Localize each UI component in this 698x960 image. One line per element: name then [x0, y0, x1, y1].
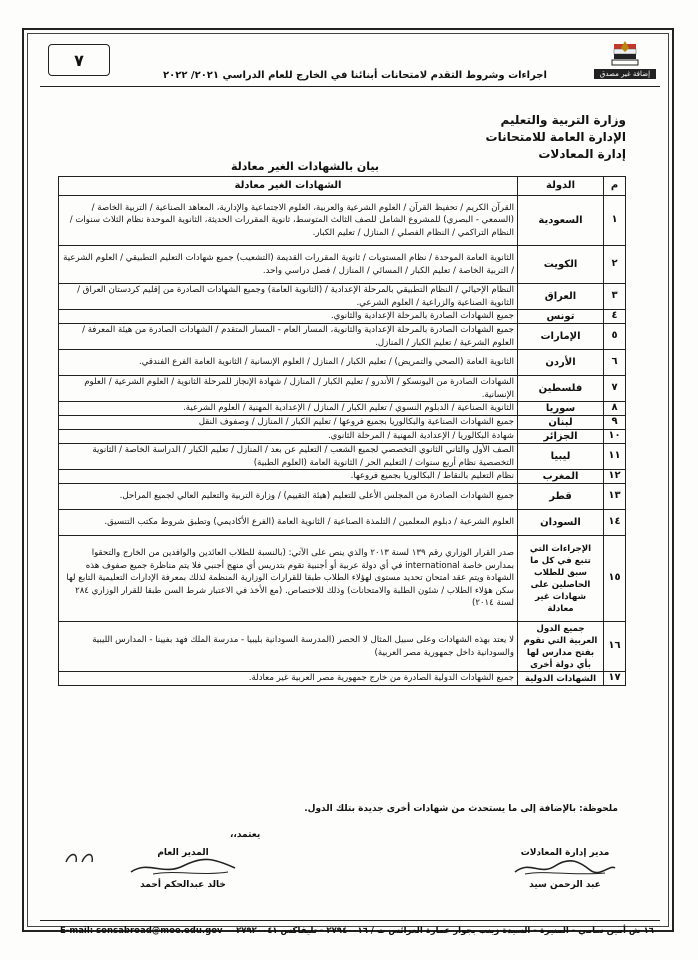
table-row [59, 246, 626, 284]
table-row [59, 672, 626, 686]
row-country: فلسطين [518, 376, 604, 402]
ministry-logo [594, 38, 656, 82]
header-certs: الشهادات الغير معادلة [59, 177, 518, 196]
table-row [59, 196, 626, 246]
signature-block-right [500, 848, 630, 890]
row-number: ١٧ [604, 672, 626, 686]
row-number: ١٤ [604, 510, 626, 536]
row-number: ١٦ [604, 622, 626, 672]
table-row [59, 350, 626, 376]
row-certificates: جميع الشهادات الصادرة من المجلس الأعلى للتعليم (هيئة التقييم) / وزارة التربية والتعليم العالي لجميع المراحل. [59, 484, 518, 510]
row-number: ٤ [604, 310, 626, 324]
table-row [59, 444, 626, 470]
row-country: الكويت [518, 246, 604, 284]
row-certificates: نظام التعليم بالنقاط / البكالوريا بجميع فروعها. [59, 470, 518, 484]
approval-label: يعتمد،، [230, 830, 261, 840]
row-certificates: جميع الشهادات الصادرة بالمرحلة الإعدادية والثانوي. [59, 310, 518, 324]
row-certificates: جميع الشهادات الدولية الصادرة من خارج جمهورية مصر العربية غير معادلة. [59, 672, 518, 686]
table-row [59, 470, 626, 484]
row-country: قطر [518, 484, 604, 510]
row-number: ١ [604, 196, 626, 246]
signatory-name: خالد عبدالحكم أحمد [140, 880, 226, 890]
header-num: م [604, 177, 626, 196]
certificates-table [58, 176, 626, 686]
row-country: المغرب [518, 470, 604, 484]
row-country: لبنان [518, 416, 604, 430]
row-number: ١٣ [604, 484, 626, 510]
row-certificates: النظام الإحيائي / النظام التطبيقي بالمرحلة الإعدادية / (الثانوية العامة) وجميع الشهادات الصادرة من إقليم كردستان العراق / الثانوية الصناعية والزراعية / العلوم الشرعي. [59, 284, 518, 310]
document-header-title: اجراءات وشروط التقدم لامتحانات أبنائنا في الخارج للعام الدراسي ٢٠٢١/ ٢٠٢٢ [163, 70, 547, 81]
logo-caption: إضافة غير مصدق [594, 69, 656, 79]
row-country: الإمارات [518, 324, 604, 350]
signatory-title: المدير العام [157, 848, 209, 858]
directorate-name: الإدارة العامة للامتحانات [485, 130, 626, 144]
table-row [59, 536, 626, 622]
row-certificates: القرآن الكريم / تحفيظ القرآن / العلوم الشرعية والعربية، العلوم الاجتماعية والإدارية، المعاهد الصناعية / التربية الخاصة / (السمعي - البصري) للمشروع الشامل للصف الثالث المتوسط، ثانوية المقررات الحديثة، الثانوية الموحدة نظام الثلاث سنوات / النظام التراكمي / النظام الفصلي / المنازل / تعليم الكبار. [59, 196, 518, 246]
footnote: ملحوظة: بالإضافة إلى ما يستحدث من شهادات أخرى جديدة بتلك الدول. [304, 804, 618, 814]
ministry-block [486, 112, 626, 163]
table-row [59, 284, 626, 310]
row-certificates: صدر القرار الوزاري رقم ١٣٩ لسنة ٢٠١٣ والذي ينص على الآتي: (بالنسبة للطلاب العائدين والوافدين من الخارج والتحقوا بمدارس خاصة international في أي دولة عربية أو أجنبية تقوم بتدريس أي منهج أجنبي فلا يتم مناظرة جميع صفوف هذه الشهادة ويتم عقد امتحان تحديد مستوى لهؤلاء الطلاب طبقا للقرارات الوزارية المنظمة لذلك بمعرفة الإدارات التعليمية التابع لها سكن هؤلاء الطلاب / شئون الطلبة والامتحانات) وذلك للاختصاص. (مع الأخذ في الاعتبار شرط السن طبقا للقرار الوزاري ٢٨٤ لسنة ٢٠١٤) [59, 536, 518, 622]
row-certificates: الصف الأول والثاني الثانوي التخصصي لجميع الشعب / التعليم عن بعد / المنازل / تعليم الكبار / الدراسة الخاصة / الثانوية التخصصية نظام أربع سنوات / التعليم الحر / الثانوية العامة (العلوم الطبية) [59, 444, 518, 470]
row-number: ٢ [604, 246, 626, 284]
footer-email: E-mail: sonsabroad@moe.edu.gov [60, 926, 223, 936]
signature-block-left [118, 848, 248, 890]
header-country: الدولة [518, 177, 604, 196]
signatory-title: مدير إدارة المعادلات [520, 848, 610, 858]
row-certificates: الثانوية العامة الموحدة / نظام المستويات / ثانوية المقررات القديمة (التشعيب) جميع شهادات التعليم التطبيقي / العلوم الشرعية / التربية الخاصة / تعليم الكبار / المسائي / المنازل / فصل دراسي واحد. [59, 246, 518, 284]
table-row [59, 430, 626, 444]
row-number: ٦ [604, 350, 626, 376]
row-certificates: شهادة البكالوريا / الإعدادية المهنية / المرحلة الثانوي. [59, 430, 518, 444]
row-number: ١١ [604, 444, 626, 470]
row-country: سوريا [518, 402, 604, 416]
row-country: الشهادات الدولية [518, 672, 604, 686]
row-number: ٥ [604, 324, 626, 350]
table-row [59, 622, 626, 672]
header-divider [40, 86, 660, 87]
row-number: ١٠ [604, 430, 626, 444]
handwritten-signature-icon [123, 856, 243, 878]
eagle-emblem-icon [607, 38, 643, 68]
row-country: جميع الدول العربية التي تقوم بفتح مدارس لها بأي دولة أخرى [518, 622, 604, 672]
row-number: ٩ [604, 416, 626, 430]
table-header-row [59, 177, 626, 196]
handwritten-signature-icon [510, 858, 620, 878]
department-name: إدارة المعادلات [538, 147, 626, 161]
table-row [59, 402, 626, 416]
row-certificates: العلوم الشرعية / دبلوم المعلمين / التلمذة الصناعية / الثانوية العامة (الفرع الأكاديمي) وتطبق شروط مكتب التنسيق. [59, 510, 518, 536]
row-certificates: جميع الشهادات الصناعية والبكالوريا بجميع فروعها / تعليم الكبار / المنازل / وصفوف النقل [59, 416, 518, 430]
row-certificates: الثانوية العامة (الصحي والتمريض) / تعليم الكبار / المنازل / العلوم الإنسانية / الثانوية العامة الفرع الفندقي. [59, 350, 518, 376]
table-row [59, 510, 626, 536]
footer-divider [40, 920, 660, 921]
page-number: ٧ [48, 44, 110, 76]
row-number: ٧ [604, 376, 626, 402]
table-row [59, 376, 626, 402]
table-title: بيان بالشهادات الغير معادلة [230, 160, 380, 173]
row-number: ٣ [604, 284, 626, 310]
row-country: ليبيا [518, 444, 604, 470]
footer-address: ١٦ ش أمين سامي - المنيرة - السيدة زينب بجوار عمارة العرائس ت / ٢٧٩٤٠٠١٦ - تليفاكس ٢٧٩٢٠٠٤١ [236, 926, 654, 936]
row-country: العراق [518, 284, 604, 310]
row-country: السودان [518, 510, 604, 536]
table-row [59, 484, 626, 510]
row-number: ١٥ [604, 536, 626, 622]
row-certificates: الثانوية الصناعية / الدبلوم النسوي / تعليم الكبار / المنازل / الإعدادية المهنية / العلوم الشرعية. [59, 402, 518, 416]
table-row [59, 310, 626, 324]
initials-mark-icon [62, 850, 102, 870]
row-number: ٨ [604, 402, 626, 416]
ministry-name: وزارة التربية والتعليم [500, 113, 626, 127]
row-number: ١٢ [604, 470, 626, 484]
row-country: السعودية [518, 196, 604, 246]
table-row [59, 416, 626, 430]
row-country: الجزائر [518, 430, 604, 444]
row-certificates: جميع الشهادات الصادرة بالمرحلة الإعدادية والثانوية، المسار العام - المسار المتقدم / الشهادات الصادرة من هيئة المعرفة / العلوم الشرعية / تعليم الكبار / المنازل. [59, 324, 518, 350]
row-certificates: لا يعتد بهذه الشهادات وعلى سبيل المثال لا الحصر (المدرسة السودانية بليبيا - مدرسة الملك فهد بفيينا - المدارس الليبية والسودانية داخل جمهورية مصر العربية) [59, 622, 518, 672]
table-row [59, 324, 626, 350]
row-country: تونس [518, 310, 604, 324]
row-certificates: الشهادات الصادرة من اليونسكو / الأندرو / تعليم الكبار / المنازل / شهادة الإنجاز للمرحلة الثانوية / العلوم الشرعية / العلوم الإنسانية. [59, 376, 518, 402]
signatory-name: عبد الرحمن سيد [529, 880, 601, 890]
row-country: الأردن [518, 350, 604, 376]
row-country: الإجراءات التي تتبع في كل ما سبق للطلاب الحاصلين على شهادات غير معادلة [518, 536, 604, 622]
